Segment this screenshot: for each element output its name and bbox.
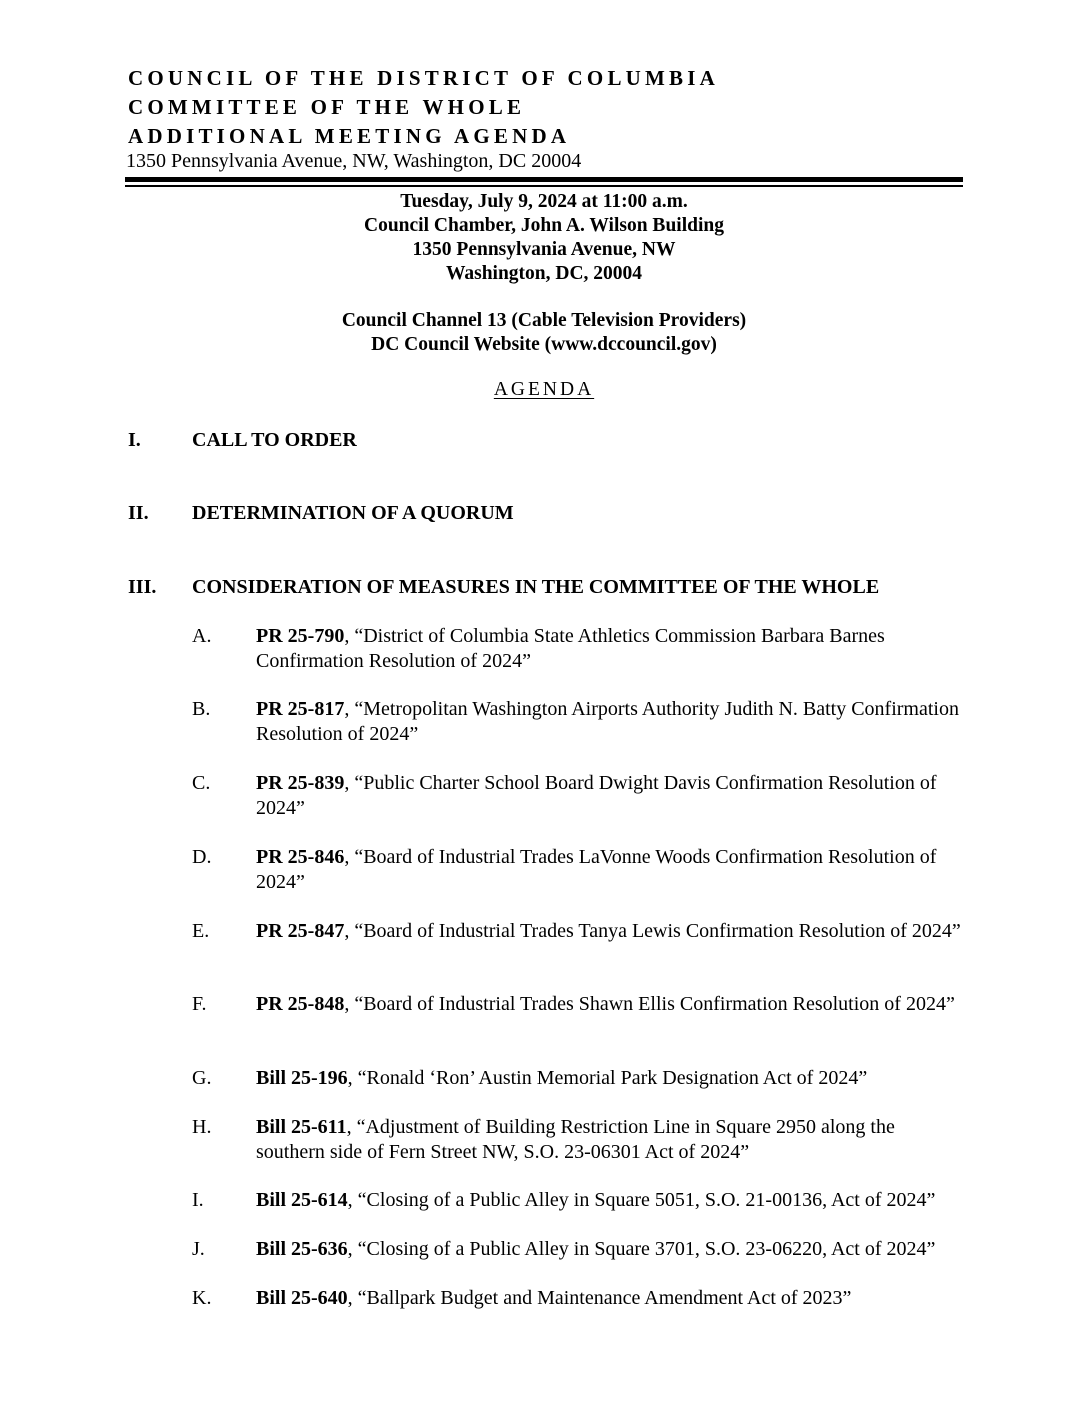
measure-number: Bill 25-611 <box>256 1116 347 1138</box>
measure-number: PR 25-839 <box>256 772 345 794</box>
measure-title: , “Closing of a Public Alley in Square 3701, S.O. 23-06220, Act of 2024” <box>347 1238 936 1260</box>
agenda-item <box>256 919 968 944</box>
meeting-city: Washington, DC, 20004 <box>445 263 643 284</box>
item-letter: C. <box>192 772 211 794</box>
measure-number: PR 25-790 <box>256 625 345 647</box>
measure-number: PR 25-817 <box>256 698 345 720</box>
document-type-heading: ADDITIONAL MEETING AGENDA <box>128 124 571 148</box>
header-address: 1350 Pennsylvania Avenue, NW, Washington, DC 20004 <box>126 150 582 172</box>
measure-number: PR 25-848 <box>256 993 345 1015</box>
agenda-title-text: AGENDA <box>493 379 595 400</box>
item-letter: D. <box>192 846 212 868</box>
agenda-item <box>256 624 968 673</box>
measure-title: , “Metropolitan Washington Airports Authority Judith N. Batty Confirmation Resolution of 2024” <box>256 698 959 745</box>
item-letter: J. <box>192 1238 205 1260</box>
measure-title: , “Ballpark Budget and Maintenance Amendment Act of 2023” <box>347 1287 852 1309</box>
header-divider-thin <box>125 185 963 187</box>
item-letter: G. <box>192 1067 212 1089</box>
committee-name-heading: COMMITTEE OF THE WHOLE <box>128 95 526 119</box>
measure-number: Bill 25-614 <box>256 1189 348 1211</box>
item-letter: I. <box>192 1189 204 1211</box>
measure-number: Bill 25-196 <box>256 1067 348 1089</box>
agenda-item <box>256 992 968 1017</box>
agenda-item <box>256 845 968 894</box>
measure-title: , “Closing of a Public Alley in Square 5051, S.O. 21-00136, Act of 2024” <box>347 1189 936 1211</box>
section-number: III. <box>128 576 157 598</box>
agenda-item <box>256 1066 968 1091</box>
broadcast-website: DC Council Website (www.dccouncil.gov) <box>371 334 717 355</box>
agenda-item <box>256 1286 968 1311</box>
section-number: II. <box>128 502 149 524</box>
measure-title: , “Board of Industrial Trades Shawn Ellis Confirmation Resolution of 2024” <box>344 993 955 1015</box>
meeting-info-block <box>0 190 1088 286</box>
measure-title: , “Public Charter School Board Dwight Davis Confirmation Resolution of 2024” <box>256 772 937 819</box>
agenda-item <box>256 1237 968 1262</box>
agenda-title <box>0 379 1088 401</box>
meeting-datetime: Tuesday, July 9, 2024 at 11:00 a.m. <box>400 191 688 212</box>
item-letter: F. <box>192 993 207 1015</box>
section-title-call-to-order: CALL TO ORDER <box>192 429 357 451</box>
item-letter: B. <box>192 698 211 720</box>
item-letter: H. <box>192 1116 212 1138</box>
section-title-consideration-of-measures: CONSIDERATION OF MEASURES IN THE COMMITTEE OF THE WHOLE <box>192 576 880 598</box>
item-letter: E. <box>192 920 210 942</box>
broadcast-info-block <box>0 309 1088 357</box>
measure-number: Bill 25-640 <box>256 1287 348 1309</box>
measure-title: , “Ronald ‘Ron’ Austin Memorial Park Designation Act of 2024” <box>347 1067 868 1089</box>
item-letter: A. <box>192 625 212 647</box>
section-title-quorum: DETERMINATION OF A QUORUM <box>192 502 514 524</box>
item-letter: K. <box>192 1287 212 1309</box>
measure-title: , “Board of Industrial Trades LaVonne Woods Confirmation Resolution of 2024” <box>256 846 937 893</box>
council-name-heading: COUNCIL OF THE DISTRICT OF COLUMBIA <box>128 66 719 90</box>
measure-number: PR 25-847 <box>256 920 345 942</box>
measure-title: , “Board of Industrial Trades Tanya Lewis Confirmation Resolution of 2024” <box>344 920 961 942</box>
agenda-item <box>256 697 968 746</box>
section-number: I. <box>128 429 141 451</box>
measure-number: Bill 25-636 <box>256 1238 348 1260</box>
meeting-street: 1350 Pennsylvania Avenue, NW <box>412 239 676 260</box>
header-divider-thick <box>125 177 963 182</box>
measure-number: PR 25-846 <box>256 846 345 868</box>
broadcast-channel: Council Channel 13 (Cable Television Providers) <box>341 310 747 331</box>
measure-title: , “Adjustment of Building Restriction Line in Square 2950 along the southern side of Fern Street NW, S.O. 23-06301 Act of 2024” <box>256 1116 895 1163</box>
measure-title: , “District of Columbia State Athletics Commission Barbara Barnes Confirmation Resolution of 2024” <box>256 625 885 672</box>
agenda-item <box>256 1188 968 1213</box>
agenda-item <box>256 1115 968 1164</box>
meeting-location: Council Chamber, John A. Wilson Building <box>364 215 724 236</box>
agenda-item <box>256 771 968 820</box>
